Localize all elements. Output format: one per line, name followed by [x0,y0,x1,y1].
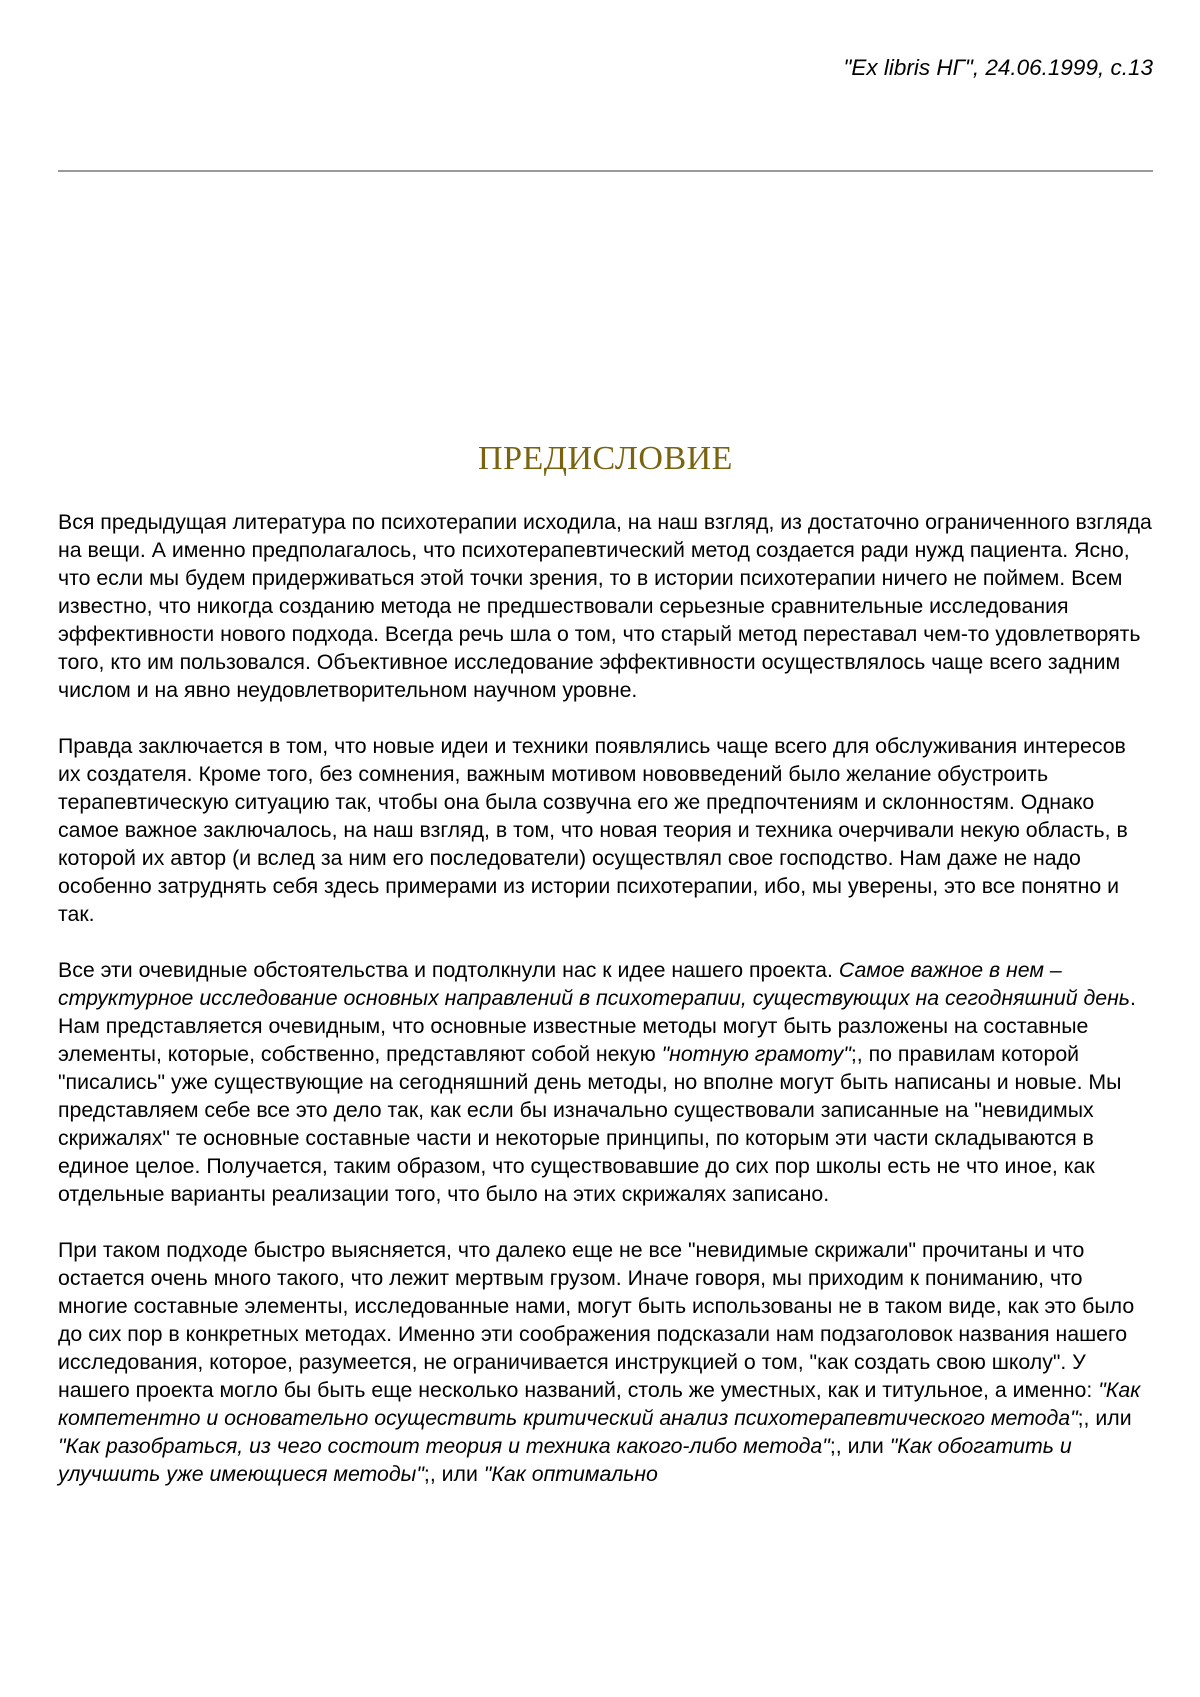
paragraph-3-emphasis: "нотную грамоту" [661,1042,851,1066]
header-divider [58,170,1153,172]
paragraph-1: Вся предыдущая литература по психотерапии исходила, на наш взгляд, из достаточно ограниченного взгляда на вещи. А именно предполагалось, что психотерапевтический метод создается ради нужд пациента. Ясно, что если мы будем придерживаться этой точки зрения, то в истории психотерапии ничего не поймем. Всем известно, что никогда созданию метода не предшествовали серьезные сравнительные исследования эффективности нового подхода. Всегда речь шла о том, что старый метод переставал чем-то удовлетворять того, кто им пользовался. Объективное исследование эффективности осуществлялось чаще всего задним числом и на явно неудовлетворительном научном уровне. [58,510,1152,702]
paragraph-4-emphasis: "Как оптимально [483,1462,658,1486]
article-body [58,508,1153,1488]
paragraph-4-emphasis: "Как разобраться, из чего состоит теория и техника какого-либо метода" [58,1434,830,1458]
paragraph-3-text: . Нам представляется очевидным, что основные известные методы могут быть разложены на составные элементы, которые, собственно, представляют собой некую [58,986,1136,1066]
paragraph-4-emphasis: "Как компетентно и основательно осуществить критический анализ психотерапевтического метода" [58,1378,1141,1430]
paragraph-4-text: ;, или [423,1462,484,1486]
paragraph-4-text: ;, или [829,1434,890,1458]
paragraph-3-text: ;, по правилам которой "писались" уже существующие на сегодняшний день методы, но вполне могут быть написаны и новые. Мы представляем себе все это дело так, как если бы изначально существовали записанные на "невидимых скрижалях" те основные составные части и некоторые принципы, по которым эти части складываются в единое целое. Получается, таким образом, что существовавшие до сих пор школы есть не что иное, как отдельные варианты реализации того, что было на этих скрижалях записано. [58,1042,1122,1206]
paragraph-4 [58,1236,1153,1488]
paragraph-4-emphasis: "Как обогатить и улучшить уже имеющиеся методы" [58,1434,1072,1486]
paragraph-3-text: Все эти очевидные обстоятельства и подтолкнули нас к идее нашего проекта. [58,958,839,982]
paragraph-3-emphasis: Самое важное в нем – структурное исследование основных направлений в психотерапии, существующих на сегодняшний день [58,958,1131,1010]
page-title: ПРЕДИСЛОВИЕ [478,440,733,477]
paragraph-4-text: При таком подходе быстро выясняется, что далеко еще не все "невидимые скрижали" прочитаны и что остается очень много такого, что лежит мертвым грузом. Иначе говоря, мы приходим к пониманию, что многие составные элементы, исследованные нами, могут быть использованы не в таком виде, как это было до сих пор в конкретных методах. Именно эти соображения подсказали нам подзаголовок названия нашего исследования, которое, разумеется, не ограничивается инструкцией о том, "как создать свою школу". У нашего проекта могло бы быть еще несколько названий, столь же уместных, как и титульное, а именно: [58,1238,1135,1402]
paragraph-2: Правда заключается в том, что новые идеи и техники появлялись чаще всего для обслуживания интересов их создателя. Кроме того, без сомнения, важным мотивом нововведений было желание обустроить терапевтическую ситуацию так, чтобы она была созвучна его же предпочтениям и склонностям. Однако самое важное заключалось, на наш взгляд, в том, что новая теория и техника очерчивали некую область, в которой их автор (и вслед за ним его последователи) осуществлял свое господство. Нам даже не надо особенно затруднять себя здесь примерами из истории психотерапии, ибо, мы уверены, это все понятно и так. [58,734,1128,926]
paragraph-3 [58,956,1153,1208]
source-reference: "Ex libris НГ", 24.06.1999, с.13 [843,55,1153,80]
paragraph-4-text: ;, или [1077,1406,1132,1430]
